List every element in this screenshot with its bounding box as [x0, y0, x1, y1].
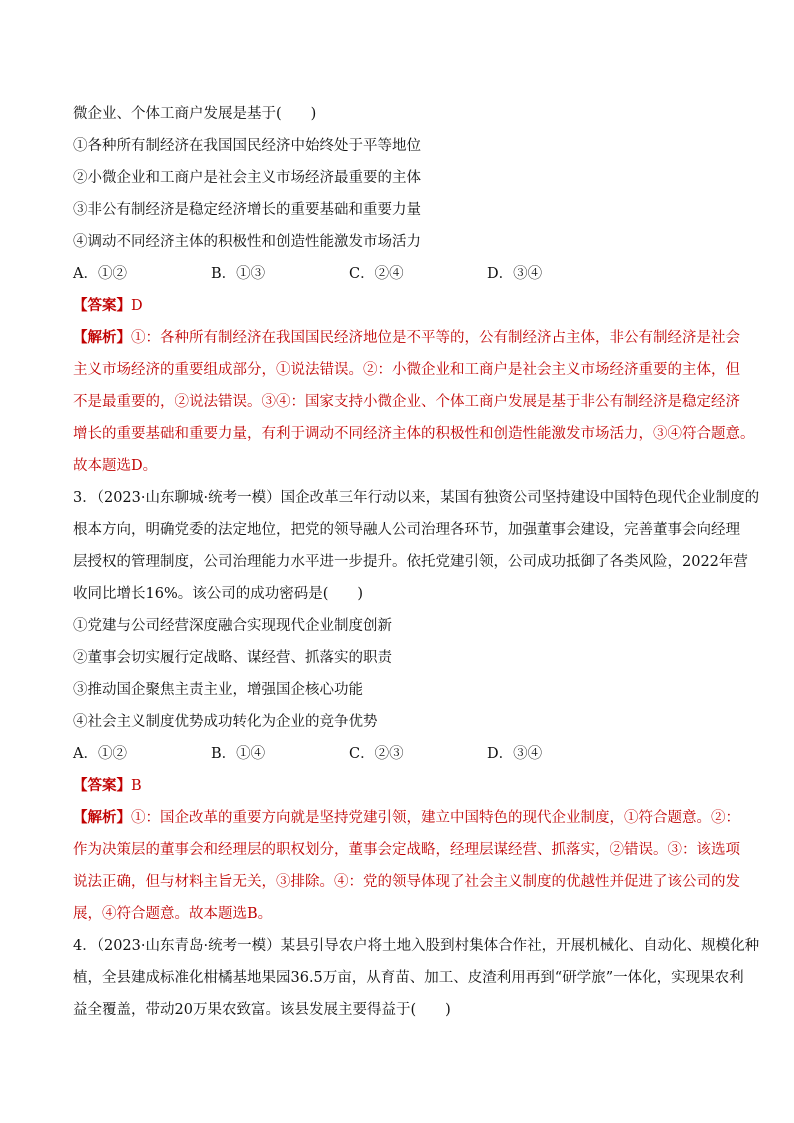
q4-stem-line-2: 植，全县建成标准化柑橘基地果园36.5万亩，从育苗、加工、皮渣利用再到“研学旅”一体化，实现果农利	[73, 970, 744, 986]
q2-analysis-line-5: 故本题选D。	[73, 458, 158, 474]
q2-analysis-label: 【解析】	[73, 330, 131, 346]
q3-stem-line-2: 根本方向，明确党委的法定地位，把党的领导融人公司治理各环节，加强董事会建设，完善董事会向经理	[73, 522, 740, 538]
q3-analysis-line-3: 说法正确，但与材料主旨无关，③排除。④：党的领导体现了社会主义制度的优越性并促进了该公司的发	[73, 874, 740, 890]
q2-options	[73, 258, 728, 290]
q3-option-d: D．③④	[487, 746, 543, 762]
q4-stem	[73, 930, 760, 1026]
q3-item-1: ①党建与公司经营深度融合实现现代企业制度创新	[73, 618, 392, 634]
q2-analysis-line-4: 增长的重要基础和重要力量，有利于调动不同经济主体的积极性和创造性能激发市场活力，③④符合题意。	[73, 426, 755, 442]
q3-answer	[73, 770, 728, 802]
q3-analysis-line-1: ①：国企改革的重要方向就是坚持党建引领，建立中国特色的现代企业制度，①符合题意。②：	[131, 810, 740, 826]
q2-answer	[73, 290, 728, 322]
q3-item-4: ④社会主义制度优势成功转化为企业的竞争优势	[73, 714, 378, 730]
q3-analysis-line-4: 展，④符合题意。故本题选B。	[73, 906, 273, 922]
q3-stem	[73, 482, 760, 610]
q3-option-c: C．②③	[349, 746, 404, 762]
q2-stem-end: 微企业、个体工商户发展是基于( )	[73, 106, 317, 122]
q3-item-2: ②董事会切实履行定战略、谋经营、抓落实的职责	[73, 650, 392, 666]
q2-item-4: ④调动不同经济主体的积极性和创造性能激发市场活力	[73, 234, 421, 250]
q2-item-3: ③非公有制经济是稳定经济增长的重要基础和重要力量	[73, 202, 421, 218]
q2-answer-value: D	[131, 298, 143, 314]
q2-analysis	[73, 322, 755, 482]
q3-option-a: A．①②	[73, 746, 127, 762]
q2-option-d: D．③④	[487, 266, 543, 282]
q4-stem-line-3: 益全覆盖，带动20万果农致富。该县发展主要得益于( )	[73, 1002, 451, 1018]
q2-item-1: ①各种所有制经济在我国国民经济中始终处于平等地位	[73, 138, 421, 154]
q2-option-c: C．②④	[349, 266, 404, 282]
q2-option-a: A．①②	[73, 266, 127, 282]
q3-answer-label: 【答案】	[73, 778, 131, 794]
q3-stem-line-4: 收同比增长16%。该公司的成功密码是( )	[73, 586, 364, 602]
q3-answer-value: B	[131, 778, 142, 794]
q3-stem-line-1: 3．（2023·山东聊城·统考一模）国企改革三年行动以来，某国有独资公司坚持建设中国特色现代企业制度的	[73, 490, 760, 506]
q2-answer-label: 【答案】	[73, 298, 131, 314]
q2-option-b: B．①③	[211, 266, 266, 282]
q3-item-3: ③推动国企聚焦主责主业，增强国企核心功能	[73, 682, 363, 698]
q3-analysis-line-2: 作为决策层的董事会和经理层的职权划分，董事会定战略，经理层谋经营、抓落实，②错误。③：该选项	[73, 842, 740, 858]
q2-analysis-line-3: 不是最重要的，②说法错误。③④：国家支持小微企业、个体工商户发展是基于非公有制经济是稳定经济	[73, 394, 740, 410]
q2-analysis-line-2: 主义市场经济的重要组成部分，①说法错误。②：小微企业和工商户是社会主义市场经济重要的主体，但	[73, 362, 740, 378]
q3-stem-line-3: 层授权的管理制度，公司治理能力水平进一步提升。依托党建引领，公司成功抵御了各类风险，2022年营	[73, 554, 748, 570]
q2-analysis-line-1: ①：各种所有制经济在我国国民经济地位是不平等的，公有制经济占主体，非公有制经济是社会	[131, 330, 740, 346]
q3-options	[73, 738, 728, 770]
q2-item-2: ②小微企业和工商户是社会主义市场经济最重要的主体	[73, 170, 421, 186]
q4-stem-line-1: 4．（2023·山东青岛·统考一模）某县引导农户将土地入股到村集体合作社，开展机械化、自动化、规模化种	[73, 938, 760, 954]
q3-option-b: B．①④	[211, 746, 266, 762]
q3-analysis	[73, 802, 740, 930]
q3-analysis-label: 【解析】	[73, 810, 131, 826]
